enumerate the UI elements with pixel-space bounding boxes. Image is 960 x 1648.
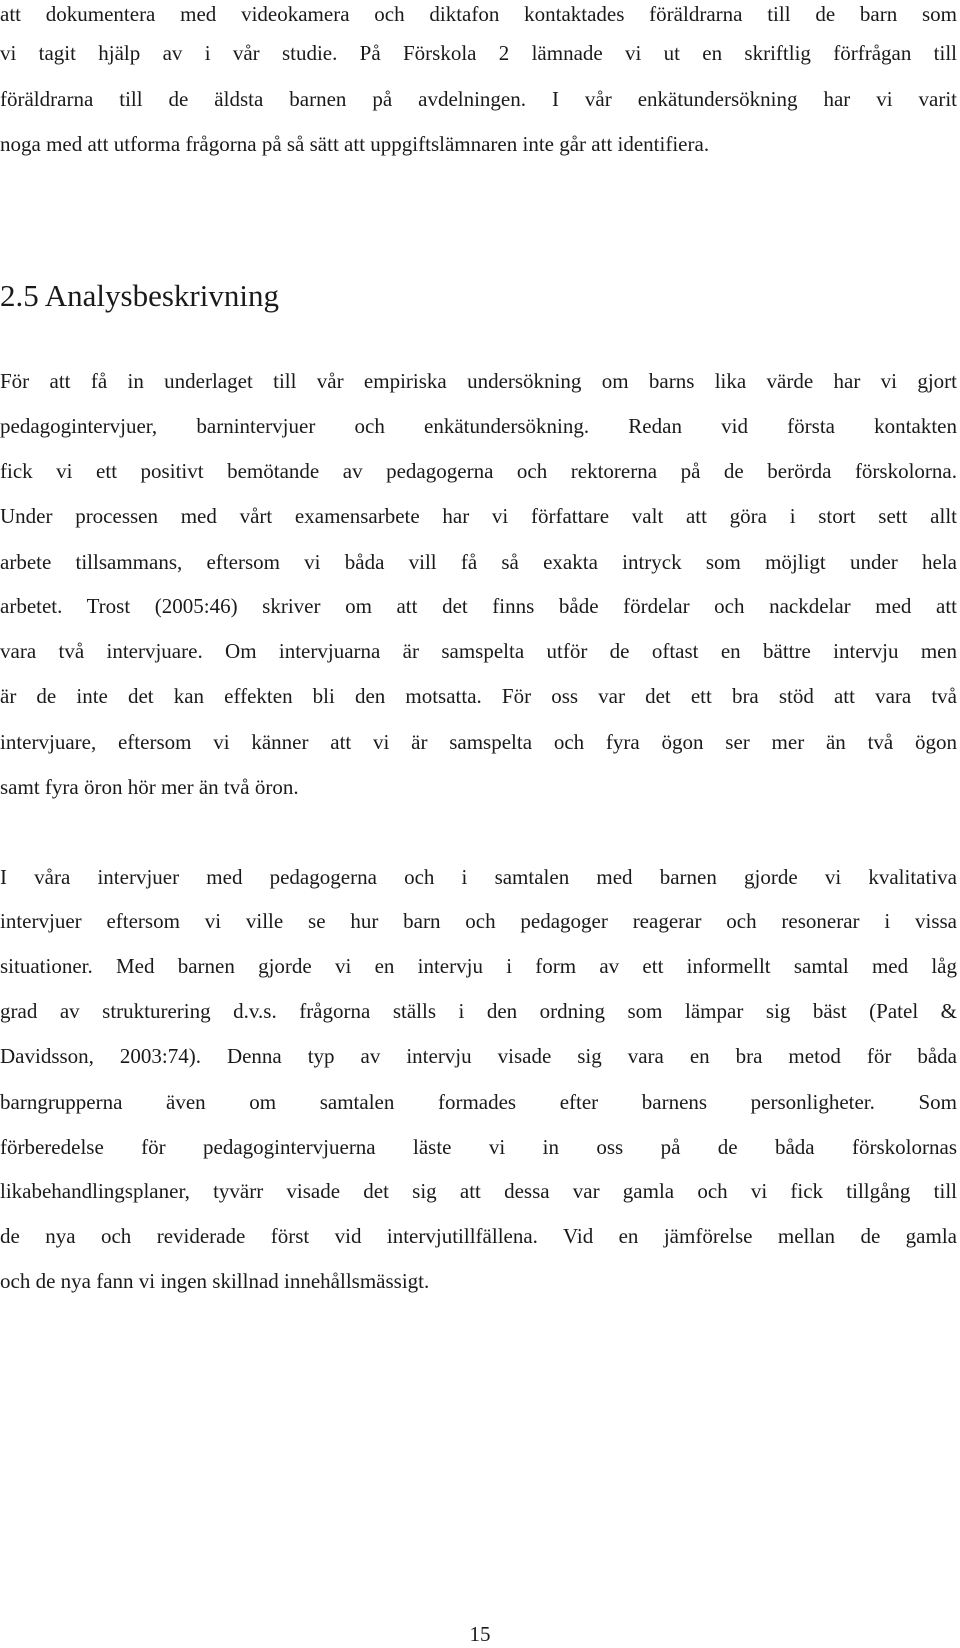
text-line: I våra intervjuer med pedagogerna och i samtalen med barnen gjorde vi kvalitativa	[0, 865, 957, 889]
text-line: situationer. Med barnen gjorde vi en intervju i form av ett informellt samtal med låg	[0, 954, 957, 978]
text-line: likabehandlingsplaner, tyvärr visade det sig att dessa var gamla och vi fick tillgång till	[0, 1179, 957, 1203]
text-line: För att få in underlaget till vår empiriska undersökning om barns lika värde har vi gjort	[0, 369, 957, 393]
text-line: intervjuer eftersom vi ville se hur barn och pedagoger reagerar och resonerar i vissa	[0, 909, 957, 933]
text-line: barngrupperna även om samtalen formades efter barnens personligheter. Som	[0, 1090, 957, 1114]
text-line: att dokumentera med videokamera och diktafon kontaktades föräldrarna till de barn som	[0, 2, 957, 26]
text-line: arbete tillsammans, eftersom vi båda vill få så exakta intryck som möjligt under hela	[0, 550, 957, 574]
text-line: är de inte det kan effekten bli den motsatta. För oss var det ett bra stöd att vara två	[0, 684, 957, 708]
text-line: och de nya fann vi ingen skillnad innehållsmässigt.	[0, 1269, 430, 1293]
text-line: fick vi ett positivt bemötande av pedagogerna och rektorerna på de berörda förskolorna.	[0, 459, 957, 483]
text-line: Davidsson, 2003:74). Denna typ av intervju visade sig vara en bra metod för båda	[0, 1044, 957, 1068]
text-line: intervjuare, eftersom vi känner att vi är samspelta och fyra ögon ser mer än två ögon	[0, 730, 957, 754]
text-line: pedagogintervjuer, barnintervjuer och enkätundersökning. Redan vid första kontakten	[0, 414, 957, 438]
page-number: 15	[469, 1622, 491, 1646]
text-line: vara två intervjuare. Om intervjuarna är samspelta utför de oftast en bättre intervju men	[0, 639, 957, 663]
text-line: föräldrarna till de äldsta barnen på avdelningen. I vår enkätundersökning har vi varit	[0, 87, 957, 111]
text-line: grad av strukturering d.v.s. frågorna ställs i den ordning som lämpar sig bäst (Patel &	[0, 999, 957, 1023]
text-line: de nya och reviderade först vid intervjutillfällena. Vid en jämförelse mellan de gamla	[0, 1224, 957, 1248]
text-line: arbetet. Trost (2005:46) skriver om att det finns både fördelar och nackdelar med att	[0, 594, 957, 618]
text-line: noga med att utforma frågorna på så sätt att uppgiftslämnaren inte går att identifiera.	[0, 132, 710, 156]
text-line: Under processen med vårt examensarbete har vi författare valt att göra i stort sett allt	[0, 504, 957, 528]
text-line: samt fyra öron hör mer än två öron.	[0, 775, 299, 799]
text-line: vi tagit hjälp av i vår studie. På Förskola 2 lämnade vi ut en skriftlig förfrågan till	[0, 41, 957, 65]
text-line: förberedelse för pedagogintervjuerna läste vi in oss på de båda förskolornas	[0, 1135, 957, 1159]
section-heading: 2.5 Analysbeskrivning	[0, 278, 279, 313]
